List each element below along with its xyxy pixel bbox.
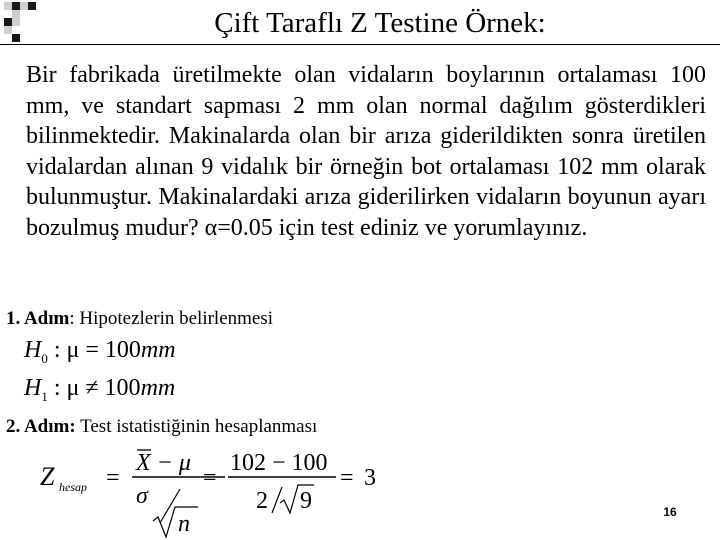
formula-z: Z <box>40 462 55 491</box>
z-statistic-formula <box>40 445 400 540</box>
formula-slash <box>160 489 180 523</box>
formula-nine: 9 <box>300 488 312 514</box>
h0-relation: : μ = 100 <box>47 337 141 363</box>
h1-sub: 1 <box>41 389 48 404</box>
step-1-label: 1. Adım <box>6 308 70 329</box>
h1-var: H <box>24 375 42 401</box>
problem-paragraph <box>26 60 706 243</box>
formula-result: 3 <box>364 465 376 491</box>
formula-equals-3: = <box>340 465 354 491</box>
step-1 <box>6 308 273 330</box>
null-hypothesis <box>24 336 176 373</box>
formula-equals-2: = <box>203 465 217 491</box>
problem-text: Bir fabrikada üretilmekte olan vidaların boylarının ortalaması 100 mm, ve standart sapması 2 mm olan normal dağılım gösterdikleri bilinmektedir. Makinalarda olan bir arıza giderildikten sonra üretilen vidalardan alınan 9 vidalık bir örneğin bot ortalaması 102 mm olarak bulunmuştur. Makinalardaki arıza giderilirken vidaların boyunun ayarı bozulmuş mudur? <box>26 62 706 241</box>
page-number: 16 <box>663 505 677 519</box>
h0-var: H <box>24 337 42 363</box>
h1-unit: mm <box>140 375 176 401</box>
formula-sigma: σ <box>136 483 148 509</box>
formula-z-subscript: hesap <box>59 480 87 494</box>
sqrt-n-radical <box>153 507 198 537</box>
corner-decoration <box>0 0 60 50</box>
h0-sub: 0 <box>41 351 48 366</box>
title-divider <box>0 44 720 45</box>
formula-n: n <box>178 511 190 537</box>
step-2-text: Test istatistiğinin hesaplanması <box>75 416 318 437</box>
slide-title: Çift Taraflı Z Testine Örnek: <box>214 7 546 39</box>
h0-unit: mm <box>140 337 176 363</box>
h1-relation: : μ ≠ 100 <box>47 375 141 401</box>
alternative-hypothesis <box>24 374 175 411</box>
formula-denominator-2: 2 <box>256 488 268 514</box>
problem-text-end: =0.05 için test ediniz ve yorumlayınız. <box>217 214 588 241</box>
step-2-label: 2. Adım: <box>6 416 76 437</box>
alpha-symbol: α <box>204 214 218 241</box>
step-2 <box>6 416 317 438</box>
formula-numerator-2: 102 − 100 <box>230 450 328 476</box>
formula-numerator-1: X − μ <box>136 450 191 476</box>
step-1-text: : Hipotezlerin belirlenmesi <box>69 308 274 329</box>
formula-equals-1: = <box>106 465 120 491</box>
formula-slash-2 <box>272 487 282 513</box>
